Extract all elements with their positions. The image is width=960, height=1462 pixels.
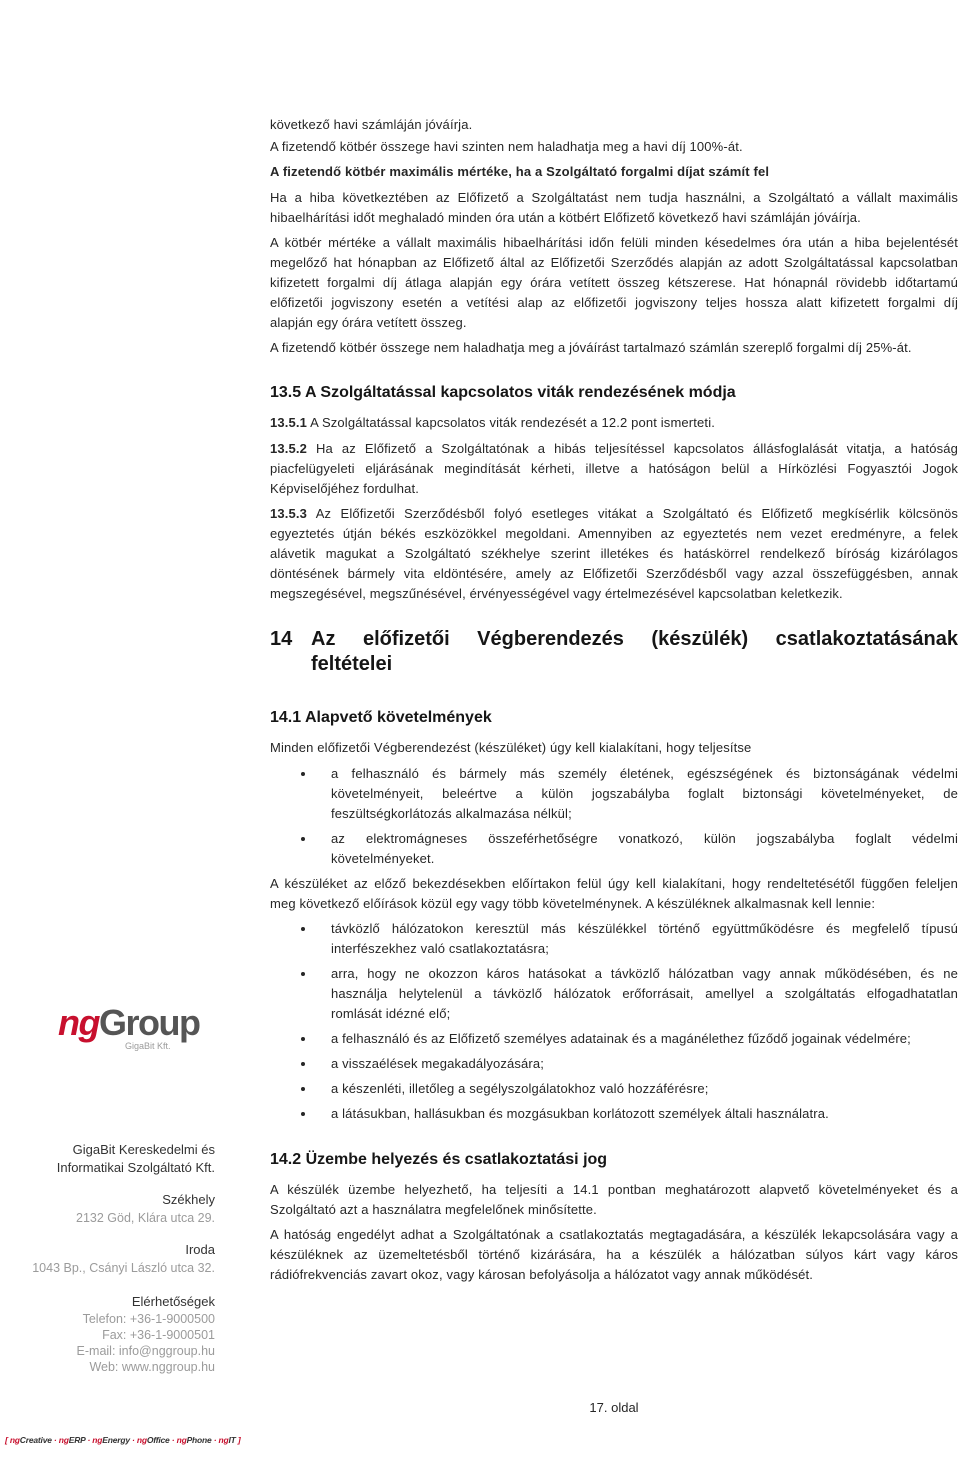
list-item	[331, 829, 958, 869]
text-line: távközlő hálózatokon keresztül más készülékkel történő együttműködésre és megfelelő típusú	[331, 921, 958, 936]
text-line: romlását idézné elő;	[331, 1006, 451, 1021]
section-number: 14.1	[270, 709, 302, 726]
text-line: Minden előfizetői Végberendezést (készüléket) úgy kell kialakítani, hogy teljesítse	[270, 740, 752, 755]
logo-ng: ng	[58, 1002, 99, 1043]
subheading-text: A fizetendő kötbér maximális mértéke, ha a Szolgáltató forgalmi díjat számít fel	[270, 164, 770, 179]
text-line: A kötbér mértéke a vállalt maximális hibaelhárítási időn felüli minden késedelmes óra után a hiba bejelentését	[270, 235, 958, 250]
text-line: követelményeit, beleértve a külön jogszabályba foglalt biztonsági követelményeket, de	[331, 786, 958, 801]
section-number: 13.5	[270, 384, 302, 401]
text-line	[270, 439, 958, 459]
text-line: készüléknek az üzemeltetésből történő kizárására, ha a készülék a hálózatban súlyos kárt vagy káros	[270, 1247, 958, 1262]
section-heading-14-2	[270, 1148, 958, 1172]
headquarters-address: 2132 Göd, Klára utca 29.	[76, 1211, 215, 1225]
contact-email: E-mail: info@nggroup.hu	[76, 1344, 215, 1358]
text-line: hibaelhárítási időt meghaladó minden óra után a kötbért Előfizető következő havi számláján jóváírja.	[270, 210, 861, 225]
brand-name: Energy	[102, 1435, 130, 1445]
footer-separator: ·	[171, 1435, 175, 1445]
text-line: követelményeket.	[331, 851, 435, 866]
list-item	[331, 1054, 958, 1074]
bullet-icon	[301, 1062, 305, 1066]
chapter-number: 14	[270, 628, 293, 650]
paragraph	[270, 233, 958, 333]
text-line: a visszaélések megakadályozására;	[331, 1056, 545, 1071]
logo-tagline: GigaBit Kft.	[125, 1041, 171, 1051]
list-item	[331, 1029, 958, 1049]
chapter-heading-14	[270, 627, 958, 677]
brand-prefix: ng	[218, 1435, 229, 1445]
text-line: arra, hogy ne okozzon káros hatásokat a távközlő hálózatban vagy annak működésében, és ne	[331, 966, 958, 981]
text-line: megelőző hat hónapban az Előfizető által az Előfizetői Szerződés alapján az adott Szolgáltatással kapcsolatban	[270, 255, 958, 270]
footer-bracket-close: ]	[237, 1435, 241, 1445]
chapter-title-line: feltételei	[311, 653, 393, 675]
company-logo	[58, 1003, 218, 1055]
text-line: a felhasználó és bármely más személy életének, egészségének és biztonságának védelmi	[331, 766, 958, 781]
footer-bracket-open: [	[5, 1435, 8, 1445]
section-number: 14.2	[270, 1151, 302, 1168]
text-line: kifizetett forgalmi díj átlaga alapján egy órára vetített összeg kétszerese. Hat hónapnál rövidebb időtartamú	[270, 275, 958, 290]
text-line: következő havi számláján jóváírja.	[270, 117, 473, 132]
text-line: használja helytelenül a távközlő hálózatok erőforrásait, amellyel a szolgáltatás elfogadhatatlan	[331, 986, 958, 1001]
logo-wordmark	[58, 1003, 218, 1043]
chapter-title	[311, 627, 958, 677]
text-line: az elektromágneses összeférhetőségre vonatkozó, külön jogszabályba foglalt védelmi	[331, 831, 958, 846]
text-line	[270, 413, 958, 433]
brand-prefix: ng	[136, 1435, 147, 1445]
brand-name: ERP	[68, 1435, 86, 1445]
text-line: meg következő előírások közül egy vagy több követelménynek. A készüléknek alkalmasnak kell lennie:	[270, 896, 876, 911]
paragraph	[270, 115, 958, 135]
document-body	[270, 0, 958, 1462]
brand-name: Phone	[186, 1435, 212, 1445]
section-heading-13-5	[270, 381, 958, 405]
list-item	[331, 1104, 958, 1124]
bullet-icon	[301, 772, 305, 776]
text-line: feszültségkorlátozás alkalmazása nélkül;	[331, 806, 572, 821]
headquarters-block	[0, 1191, 215, 1227]
paragraph	[270, 1225, 958, 1285]
clause-number: 13.5.2	[270, 441, 308, 456]
paragraph	[270, 1180, 958, 1220]
office-block	[0, 1241, 215, 1277]
paragraph	[270, 338, 958, 358]
logo-group: Group	[98, 1002, 200, 1043]
chapter-title-line: Az előfizetői Végberendezés (készülék) csatlakoztatásának	[311, 628, 958, 650]
company-name	[0, 1141, 215, 1177]
footer-separator: ·	[87, 1435, 91, 1445]
text-line: Képviselőjéhez fordulhat.	[270, 481, 420, 496]
clause-number: 13.5.1	[270, 415, 308, 430]
brand-prefix: ng	[92, 1435, 103, 1445]
bullet-icon	[301, 1112, 305, 1116]
bullet-icon	[301, 1087, 305, 1091]
clause-13-5-2	[270, 439, 958, 499]
footer-separator: ·	[53, 1435, 57, 1445]
clause-text: A Szolgáltatással kapcsolatos viták rendezését a 12.2 pont ismerteti.	[310, 415, 715, 430]
office-address: 1043 Bp., Csányi László utca 32.	[32, 1261, 215, 1275]
text-line: rádiófrekvenciás zavart okoz, vagy károsan befolyásolja a hálózatot vagy annak működését.	[270, 1267, 814, 1282]
bullet-icon	[301, 972, 305, 976]
bullet-icon	[301, 927, 305, 931]
office-label: Iroda	[185, 1242, 215, 1257]
section-heading-14-1	[270, 706, 958, 730]
brand-prefix: ng	[58, 1435, 69, 1445]
text-line: a felhasználó és az Előfizető személyes adatainak és a magánélethez fűződő jogainak védelmére;	[331, 1031, 911, 1046]
paragraph	[270, 874, 958, 914]
clause-13-5-1	[270, 413, 958, 433]
text-line: Ha a hiba következtében az Előfizető a Szolgáltatást nem tudja használni, a Szolgáltató a vállalt maximális	[270, 190, 958, 205]
contacts-label: Elérhetőségek	[131, 1294, 215, 1309]
clause-text: Ha az Előfizető a Szolgáltatónak a hibás teljesítéssel kapcsolatos állásfoglalását vitatja, a hatóság	[316, 441, 958, 456]
brand-name: Office	[146, 1435, 170, 1445]
brand-prefix: ng	[176, 1435, 187, 1445]
footer-separator: ·	[132, 1435, 135, 1445]
company-name-line: GigaBit Kereskedelmi és	[72, 1142, 215, 1157]
list-item	[331, 964, 958, 1024]
subheading	[270, 162, 958, 182]
list-item	[331, 764, 958, 824]
text-line: A fizetendő kötbér összege havi szinten nem haladhatja meg a havi díj 100%-át.	[270, 139, 743, 154]
text-line	[270, 504, 958, 524]
brand-prefix: ng	[9, 1435, 20, 1445]
text-line: a készenléti, illetőleg a segélyszolgálatokhoz való hozzáférésre;	[331, 1081, 709, 1096]
bullet-icon	[301, 1037, 305, 1041]
text-line: előfizetői jogviszony esetén a vetítési alap az előfizetői jogviszony teljes hossza alatt kifizetett forgalmi díj	[270, 295, 958, 310]
paragraph	[270, 738, 958, 758]
text-line: egyeztetés útján békés eszközökkel megoldani. Amennyiben az egyeztetés nem vezet eredményre, a felek	[270, 526, 958, 541]
section-title: Üzembe helyezés és csatlakoztatási jog	[305, 1151, 608, 1168]
text-line: alávetik magukat a Szolgáltató székhelye szerint illetékes és hatáskörrel rendelkező bíróság kizárólagos	[270, 546, 958, 561]
section-title: A Szolgáltatással kapcsolatos viták rendezésének módja	[305, 384, 736, 401]
text-line: interfészekhez való csatlakoztatásra;	[331, 941, 549, 956]
text-line: Szolgáltató azt a használatra megfelelőnek minősítette.	[270, 1202, 597, 1217]
section-title: Alapvető követelmények	[305, 709, 492, 726]
text-line: piacfelügyeleti eljárásának megindítását kérheti, illetve a hatóságon belül a Hírközlési Fogyasztói Jogok	[270, 461, 958, 476]
brand-name: Creative	[19, 1435, 52, 1445]
page-number: 17. oldal	[589, 1400, 639, 1415]
text-line: a látásukban, hallásukban és mozgásukban korlátozott személyek általi használatra.	[331, 1106, 829, 1121]
brand-name: IT	[228, 1435, 236, 1445]
bullet-icon	[301, 837, 305, 841]
text-line: megszegésével, megszűnésével, érvényességével vagy értelmezésével kapcsolatban keletkezik.	[270, 586, 843, 601]
headquarters-label: Székhely	[162, 1192, 215, 1207]
paragraph	[270, 137, 958, 157]
footer-brand-list	[5, 1433, 240, 1447]
footer-separator: ·	[213, 1435, 217, 1445]
contact-fax: Fax: +36-1-9000501	[102, 1328, 215, 1342]
company-name-line: Informatikai Szolgáltató Kft.	[56, 1160, 215, 1175]
contacts-block	[0, 1293, 215, 1375]
clause-number: 13.5.3	[270, 506, 308, 521]
text-line: alapján egy órára vetített összeg.	[270, 315, 467, 330]
text-line: A hatóság engedélyt adhat a Szolgáltatónak a csatlakoztatás megtagadására, a készülék lekapcsolására vagy a	[270, 1227, 958, 1242]
text-line: döntésének bármely vita eldöntésére, amely az Előfizetői Szerződésből vagy azzal összefüggésben, annak	[270, 566, 958, 581]
clause-13-5-3	[270, 504, 958, 604]
text-line: A készüléket az előző bekezdésekben előírtakon felül úgy kell kialakítani, hogy rendeltetésétől függően feleljen	[270, 876, 958, 891]
paragraph	[270, 188, 958, 228]
text-line: A készülék üzembe helyezhető, ha teljesíti a 14.1 pontban meghatározott alapvető követelményeket és a	[270, 1182, 958, 1197]
contact-web: Web: www.nggroup.hu	[89, 1360, 215, 1374]
contact-phone: Telefon: +36-1-9000500	[82, 1312, 215, 1326]
clause-text: Az Előfizetői Szerződésből folyó esetleges vitákat a Szolgáltató és Előfizető megkísérlik kölcsönös	[315, 506, 958, 521]
text-line: A fizetendő kötbér összege nem haladhatja meg a jóváírást tartalmazó számlán szereplő forgalmi díj 25%-át.	[270, 340, 912, 355]
list-item	[331, 1079, 958, 1099]
list-item	[331, 919, 958, 959]
